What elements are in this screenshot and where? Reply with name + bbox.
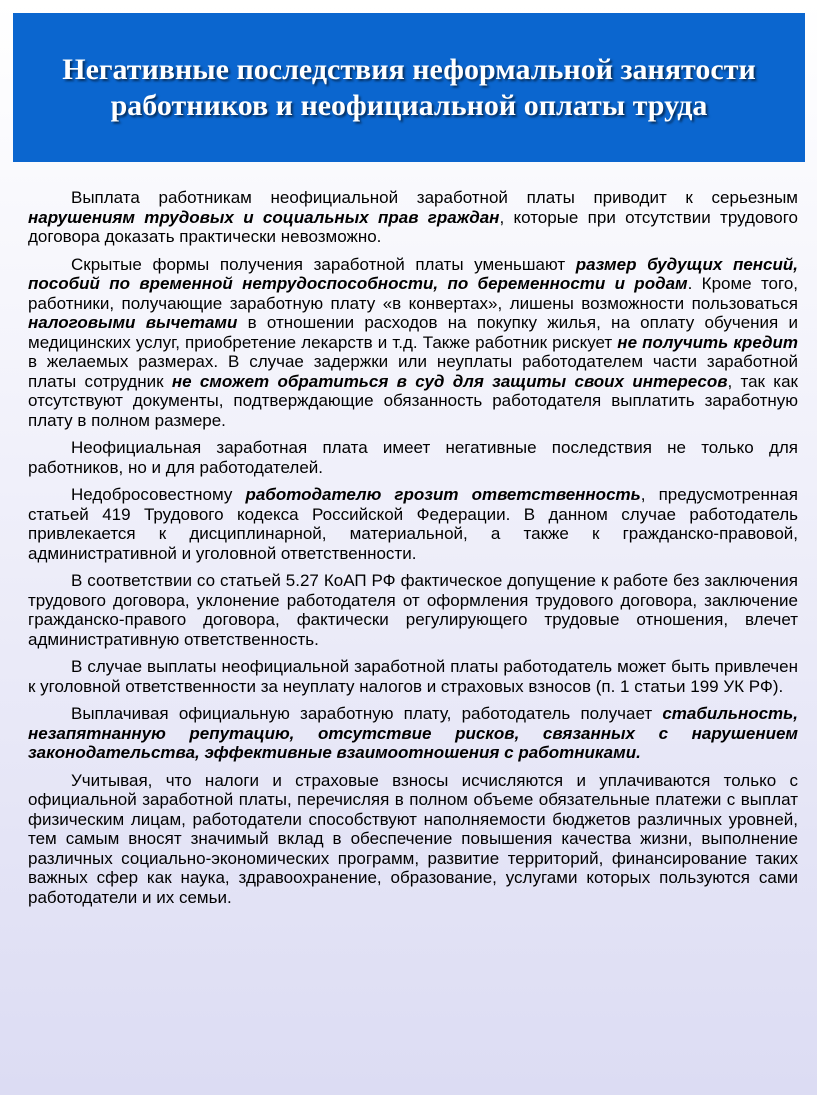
emphasized-text: нарушениям трудовых и социальных прав граждан <box>28 207 500 227</box>
emphasized-text: работодателю грозит ответственность <box>245 485 641 504</box>
text-segment: в желаемых размерах. В случае задержки или неуплаты работодателем части заработной платы сотрудник <box>28 352 798 391</box>
paragraph <box>28 771 798 908</box>
paragraph <box>28 704 798 763</box>
article-body <box>28 188 798 915</box>
text-segment: Выплачивая официальную заработную плату, работодатель получает <box>71 704 663 723</box>
paragraph <box>28 438 798 477</box>
text-segment: , так как отсутствуют документы, подтверждающие обязанность работодателя выплатить заработную плату в полном размере. <box>28 371 798 430</box>
emphasized-text: налоговыми вычетами <box>28 313 238 332</box>
emphasized-text: стабильность, незапятнанную репутацию, отсутствие рисков, связанных с нарушением законодательства, эффективные взаимоотношения с работниками. <box>28 704 798 762</box>
text-segment: Учитывая, что налоги и страховые взносы исчисляются и уплачиваются только с официальной заработной платы, перечисляя в полном объеме обязательные платежи с выплат физическим лицам, работодатели способствуют наполняемости бюджетов различных уровней, тем самым вносят значимый вклад в обеспечение повышения качества жизни, выполнение различных социально-экономических программ, развитие территорий, финансирование таких важных сфер как наука, здравоохранение, образование, услугами которых пользуются сами работодатели и их семьи. <box>28 770 798 907</box>
paragraph <box>28 485 798 563</box>
paragraph <box>28 255 798 431</box>
paragraph <box>28 657 798 696</box>
text-segment: , которые при отсутствии трудового договора доказать практически невозможно. <box>28 207 798 246</box>
text-segment: В случае выплаты неофициальной заработной платы работодатель может быть привлечен к уголовной ответственности за неуплату налогов и страховых взносов (п. 1 статьи 199 УК РФ). <box>28 657 798 696</box>
emphasized-text: не получить кредит <box>617 332 798 352</box>
emphasized-text: не сможет обратиться в суд для защиты своих интересов <box>171 371 728 391</box>
paragraph <box>28 571 798 649</box>
text-segment: В соответствии со статьей 5.27 КоАП РФ фактическое допущение к работе без заключения трудового договора, уклонение работодателя от оформления трудового договора, заключение гражданско-правого договора, фактически регулирующего трудовые отношения, влечет административную ответственность. <box>28 571 798 649</box>
text-segment: Выплата работникам неофициальной заработной платы приводит к серьезным <box>71 188 798 207</box>
emphasized-text: размер будущих пенсий, пособий по временной нетрудоспособности, по беременности и родам <box>28 254 799 293</box>
text-segment: , предусмотренная статьей 419 Трудового кодекса Российской Федерации. В данном случае работодатель привлекается к дисциплинарной, материальной, а также к гражданско-правовой, административной и уголовной ответственности. <box>28 485 798 563</box>
text-segment: Неофициальная заработная плата имеет негативные последствия не только для работников, но и для работодателей. <box>28 438 798 477</box>
text-segment: в отношении расходов на покупку жилья, на оплату обучения и медицинских услуг, приобретение лекарств и т.д. Также работник рискует <box>28 313 798 352</box>
text-segment: . Кроме того, работники, получающие заработную плату «в конвертах», лишены возможности пользоваться <box>28 274 799 313</box>
text-segment: Скрытые формы получения заработной платы уменьшают <box>71 254 576 274</box>
text-segment: Недобросовестному <box>71 485 246 504</box>
title-banner <box>13 13 805 162</box>
page-title: Негативные последствия неформальной занятости работников и неофициальной оплаты труда <box>62 52 756 122</box>
paragraph <box>28 188 798 247</box>
